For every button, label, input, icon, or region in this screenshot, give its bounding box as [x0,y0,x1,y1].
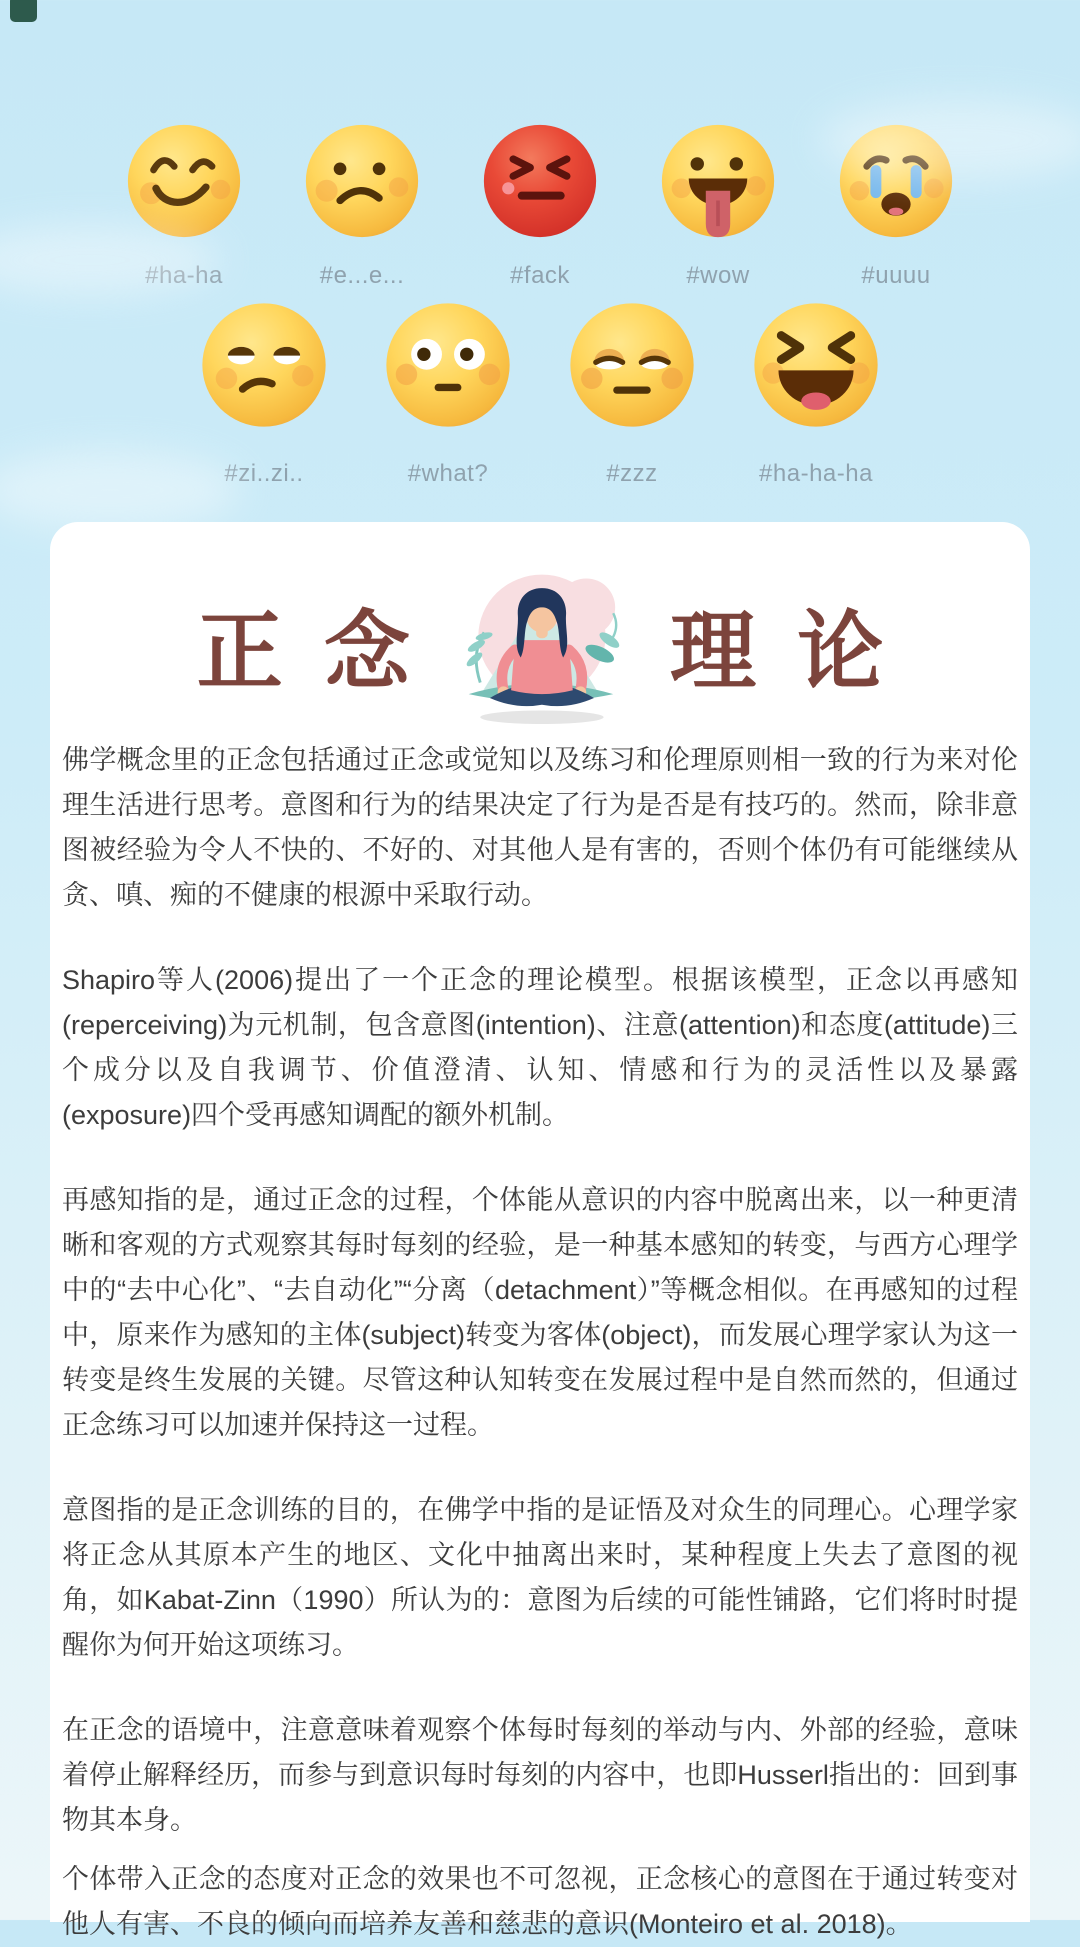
emoji-label: #wow [686,262,750,289]
angry-red-emoji-icon [479,120,601,242]
emoji-label: #e...e... [319,262,405,289]
title-right-text: 理论 [670,604,925,700]
emoji-wow[interactable] [657,120,779,290]
emoji-label: #zzz [606,460,658,487]
emoji-label: #ha-ha-ha [759,460,873,487]
paragraph-attitude: 个体带入正念的态度对正念的效果也不可忽视，正念核心的意图在于通过转变对他人有害、不良的倾向而培养友善和慈悲的意识(Monteiro et al. 2018)。 [62,1864,1018,1939]
emoji-label: #what? [407,460,489,487]
title-left-text: 正念 [196,604,452,700]
corner-marker [10,0,37,22]
emoji-e-e[interactable] [301,120,423,290]
paragraph-reperceiving: 再感知指的是，通过正念的过程，个体能从意识的内容中脱离出来，以一种更清晰和客观的方式观察其每时每刻的经验，是一种基本感知的转变，与西方心理学中的“去中心化”、“去自动化”“分离（detachment）”等概念相似。在再感知的过程中，原来作为感知的主体(subject)转变为客体(object)，而发展心理学家认为这一转变是终生发展的关键。尽管这种认知转变在发展过程中是自然而然的，但通过正念练习可以加速并保持这一过程。 [62,1185,1018,1440]
meditation-illustration [434,557,646,731]
article-card [50,522,1030,1939]
unamused-emoji-icon [197,298,331,432]
laughing-emoji-icon [749,298,883,432]
paragraph-attention: 在正念的语境中，注意意味着观察个体每时每刻的举动与内、外部的经验，意味着停止解释经历，而参与到意识每时每刻的内容中，也即Husserl指出的：回到事物其本身。 [62,1715,1018,1835]
cloud-shape [0,450,240,530]
emoji-label: #fack [510,262,570,289]
smiling-closed-eyes-emoji-icon [123,120,245,242]
paragraph-intention: 意图指的是正念训练的目的，在佛学中指的是证悟及对众生的同理心。心理学家将正念从其原本产生的地区、文化中抽离出来时，某种程度上失去了意图的视角，如Kabat-Zinn（1990）所认为的：意图为后续的可能性铺路，它们将时时提醒你为何开始这项练习。 [62,1495,1018,1660]
article-title [62,556,1018,732]
emoji-ha-ha-ha[interactable] [749,298,883,488]
emoji-fack[interactable] [479,120,601,290]
paragraph-buddhist-concept: 佛学概念里的正念包括通过正念或觉知以及练习和伦理原则相一致的行为来对伦理生活进行思考。意图和行为的结果决定了行为是否是有技巧的。然而，除非意图被经验为令人不快的、不好的、对其他人是有害的，否则个体仍有可能继续从贪、嗔、痴的不健康的根源中采取行动。 [62,745,1018,910]
sad-frown-emoji-icon [301,120,423,242]
sleepy-lidded-emoji-icon [565,298,699,432]
emoji-zi-zi[interactable] [197,298,331,488]
emoji-zzz[interactable] [565,298,699,488]
tongue-out-emoji-icon [657,120,779,242]
emoji-label: #ha-ha [145,262,223,289]
emoji-label: #uuuu [861,262,931,289]
flushed-stare-emoji-icon [381,298,515,432]
emoji-what[interactable] [381,298,515,488]
emoji-label: #zi..zi.. [224,460,304,487]
article-body [62,738,1018,1947]
paragraph-shapiro-model: Shapiro等人(2006)提出了一个正念的理论模型。根据该模型，正念以再感知(reperceiving)为元机制，包含意图(intention)、注意(attention)和态度(attitude)三个成分以及自我调节、价值澄清、认知、情感和行为的灵活性以及暴露(exposure)四个受再感知调配的额外机制。 [62,965,1018,1130]
